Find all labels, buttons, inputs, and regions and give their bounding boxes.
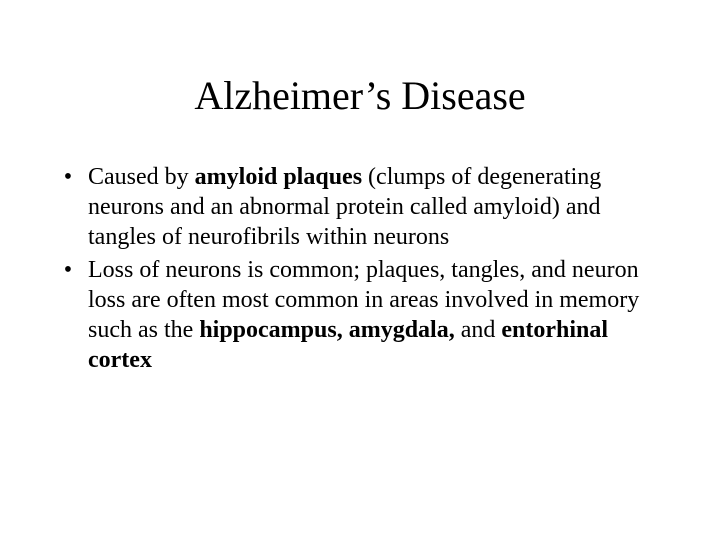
bold-term-entorhinal-cortex: entorhinal cortex xyxy=(88,317,609,373)
bullet-dot-icon: • xyxy=(63,257,73,283)
slide-title: Alzheimer’s Disease xyxy=(194,73,526,118)
bullet-text-segment: (clumps of degenerating neurons and an abnormal protein called amyloid) and tangles of neurofibrils within neurons xyxy=(88,164,602,250)
bullet-dot-icon: • xyxy=(63,164,73,190)
bullet-item-neuron-loss xyxy=(56,255,666,375)
bullet-text-segment: and xyxy=(454,317,502,343)
bold-term-amyloid-plaques: amyloid plaques xyxy=(194,164,363,190)
bullet-text-segment: Caused by xyxy=(88,164,195,190)
bullet-item-causes xyxy=(56,162,666,252)
bold-term-hippocampus-amygdala: hippocampus, amygdala, xyxy=(199,317,455,343)
bullet-text-segment: Loss of neurons is common; plaques, tangles, and neuron loss are often most common in areas involved in memory such as the xyxy=(88,257,640,343)
bullet-list xyxy=(56,162,666,378)
